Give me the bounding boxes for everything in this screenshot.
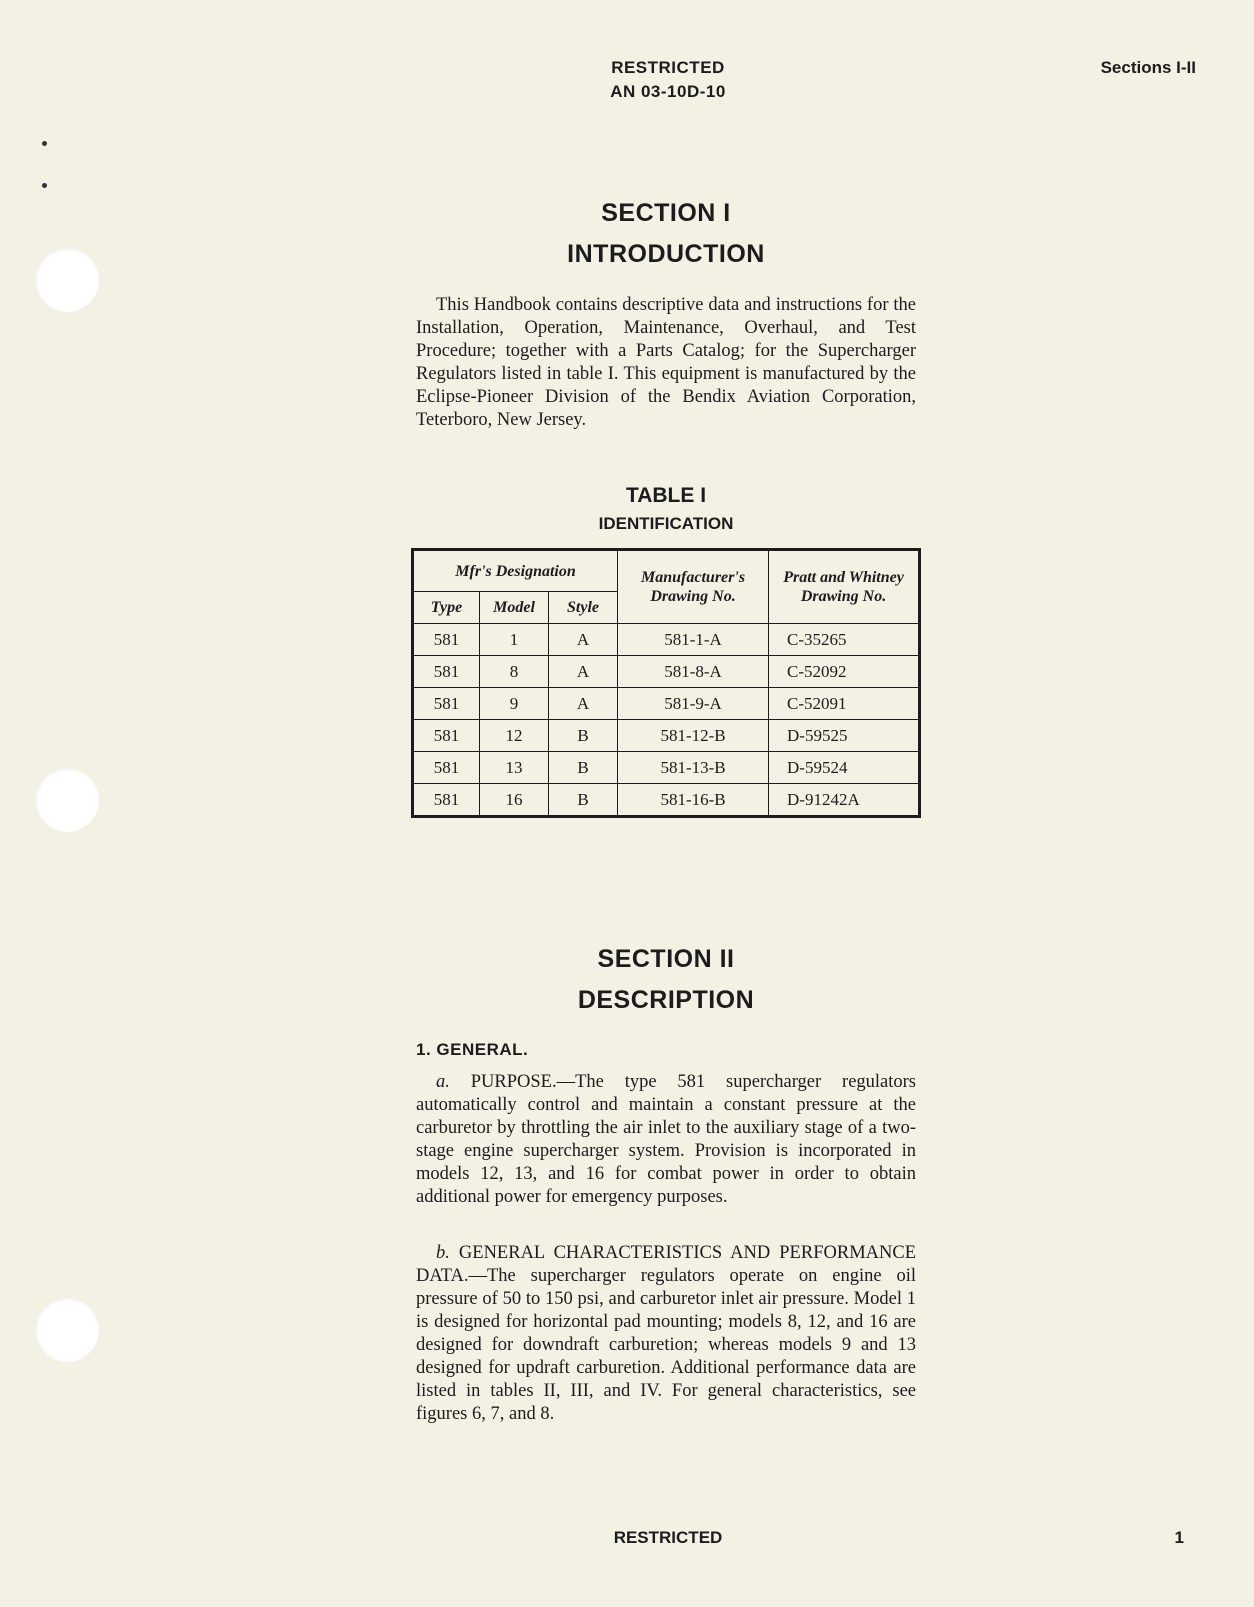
table-row <box>413 784 920 817</box>
cell-model: 8 <box>480 656 549 688</box>
binder-hole-bottom <box>35 1298 99 1362</box>
section2-number: SECTION II <box>597 945 735 973</box>
cell-mfr-drawing: 581-16-B <box>618 784 769 817</box>
cell-style: B <box>549 720 618 752</box>
col-header-model: Model <box>480 592 549 624</box>
cell-type: 581 <box>413 752 480 784</box>
table-row <box>413 720 920 752</box>
cell-style: A <box>549 624 618 656</box>
binder-hole-top <box>35 248 99 312</box>
cell-model: 13 <box>480 752 549 784</box>
cell-model: 1 <box>480 624 549 656</box>
cell-model: 16 <box>480 784 549 817</box>
col-header-pw-drawing: Pratt and Whitney Drawing No. <box>769 550 920 624</box>
section1-number: SECTION I <box>601 199 731 227</box>
cell-mfr-drawing: 581-9-A <box>618 688 769 720</box>
table1-subtitle: IDENTIFICATION <box>598 514 734 533</box>
binder-hole-middle <box>35 768 99 832</box>
header-document-number: AN 03-10D-10 <box>610 82 726 101</box>
paragraph-b-text: GENERAL CHARACTERISTICS AND PERFORMANCE DATA.—The supercharger regulators operate on engine oil pressure of 50 to 150 psi, and carburetor inlet air pressure. Model 1 is designed for horizontal pad mounting; models 8, 12, and 16 are designed for downdraft carburetion; whereas models 9 and 13 designed for updraft carburetion. Additional performance data are listed in tables II, III, and IV. For general characteristics, see figures 6, 7, and 8. <box>416 1243 916 1424</box>
header-sections-label: Sections I-II <box>1100 58 1196 77</box>
header-classification: RESTRICTED <box>611 58 725 77</box>
paragraph-a-purpose <box>416 1071 916 1209</box>
section1-title: INTRODUCTION <box>567 240 765 268</box>
cell-style: B <box>549 784 618 817</box>
table-row <box>413 656 920 688</box>
cell-mfr-drawing: 581-8-A <box>618 656 769 688</box>
cell-mfr-drawing: 581-13-B <box>618 752 769 784</box>
general-subheading: 1. GENERAL. <box>416 1040 529 1059</box>
cell-type: 581 <box>413 624 480 656</box>
col-header-mfr-drawing: Manufacturer's Drawing No. <box>618 550 769 624</box>
table-row <box>413 688 920 720</box>
cell-pw-drawing: D-59524 <box>769 752 920 784</box>
margin-mark <box>42 183 47 188</box>
table1-title: TABLE I <box>625 484 707 507</box>
identification-table <box>411 548 921 818</box>
col-header-style: Style <box>549 592 618 624</box>
page-number: 1 <box>1174 1528 1184 1547</box>
cell-model: 12 <box>480 720 549 752</box>
cell-pw-drawing: C-52091 <box>769 688 920 720</box>
paragraph-a-text: PURPOSE.—The type 581 supercharger regulators automatically control and maintain a constant pressure at the carburetor by throttling the air inlet to the auxiliary stage of a two-stage engine supercharger system. Provision is incorporated in models 12, 13, and 16 for combat power in order to obtain additional power for emergency purposes. <box>416 1072 917 1207</box>
section1-heading <box>416 193 916 275</box>
cell-type: 581 <box>413 656 480 688</box>
footer-classification: RESTRICTED <box>613 1528 723 1547</box>
paragraph-a-letter: a. <box>436 1072 450 1092</box>
cell-mfr-drawing: 581-1-A <box>618 624 769 656</box>
cell-model: 9 <box>480 688 549 720</box>
cell-type: 581 <box>413 720 480 752</box>
cell-pw-drawing: C-52092 <box>769 656 920 688</box>
cell-style: B <box>549 752 618 784</box>
cell-type: 581 <box>413 688 480 720</box>
cell-style: A <box>549 688 618 720</box>
cell-mfr-drawing: 581-12-B <box>618 720 769 752</box>
page-header <box>518 56 818 104</box>
col-group-mfr-designation: Mfr's Designation <box>413 550 618 592</box>
table-row <box>413 752 920 784</box>
cell-pw-drawing: C-35265 <box>769 624 920 656</box>
cell-style: A <box>549 656 618 688</box>
cell-type: 581 <box>413 784 480 817</box>
paragraph-b-letter: b. <box>436 1243 450 1263</box>
section2-heading <box>416 939 916 1021</box>
col-header-type: Type <box>413 592 480 624</box>
section1-paragraph: This Handbook contains descriptive data and instructions for the Installation, Operation, Maintenance, Overhaul, and Test Procedure; together with a Parts Catalog; for the Supercharger Regulators listed in table I. This equipment is manufactured by the Eclipse-Pioneer Division of the Bendix Aviation Corporation, Teterboro, New Jersey. <box>416 295 916 430</box>
cell-pw-drawing: D-59525 <box>769 720 920 752</box>
cell-pw-drawing: D-91242A <box>769 784 920 817</box>
section2-title: DESCRIPTION <box>577 986 755 1014</box>
paragraph-b-characteristics <box>416 1242 916 1426</box>
table-row <box>413 624 920 656</box>
margin-mark <box>42 141 47 146</box>
